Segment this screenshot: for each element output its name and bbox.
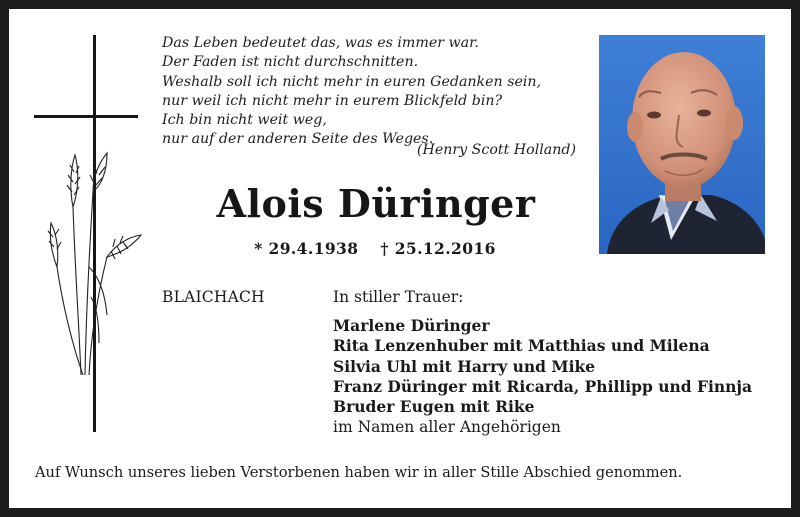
mourners-list <box>333 316 752 438</box>
poem-line: Das Leben bedeutet das, was es immer war. <box>162 35 479 51</box>
death-date: † 25.12.2016 <box>380 239 496 258</box>
mourner-name: Bruder Eugen mit Rike <box>333 397 535 417</box>
cross-horizontal-bar <box>34 115 138 118</box>
closing-line: im Namen aller Angehörigen <box>333 418 561 437</box>
mourner-name: Franz Düringer mit Ricarda, Phillipp und Finnja <box>333 376 753 396</box>
wheat-ears-icon <box>45 147 145 377</box>
deceased-name: Alois Düringer <box>216 181 536 226</box>
life-dates <box>249 239 501 258</box>
mourner-name: Rita Lenzenhuber mit Matthias und Milena <box>333 336 710 356</box>
poem <box>162 34 592 150</box>
poem-line: Der Faden ist nicht durchschnitten. <box>162 54 419 71</box>
poem-line: nur weil ich nicht mehr in eurem Blickfeld bin? <box>162 92 503 109</box>
poem-line: Ich bin nicht weit weg, <box>162 112 327 129</box>
mourner-name: Marlene Düringer <box>333 316 490 335</box>
birth-date: * 29.4.1938 <box>254 239 359 258</box>
poem-line: Weshalb soll ich nicht mehr in euren Gedanken sein, <box>162 73 542 90</box>
poem-line: nur auf der anderen Seite des Weges. <box>162 131 434 148</box>
farewell-note: Auf Wunsch unseres lieben Verstorbenen haben wir in aller Stille Abschied genommen. <box>35 464 683 481</box>
mourning-intro: In stiller Trauer: <box>333 288 464 306</box>
poem-author: (Henry Scott Holland) <box>416 142 576 158</box>
place-name: BLAICHACH <box>162 288 265 306</box>
portrait-photo <box>599 35 765 254</box>
mourner-name: Silvia Uhl mit Harry und Mike <box>333 356 596 376</box>
